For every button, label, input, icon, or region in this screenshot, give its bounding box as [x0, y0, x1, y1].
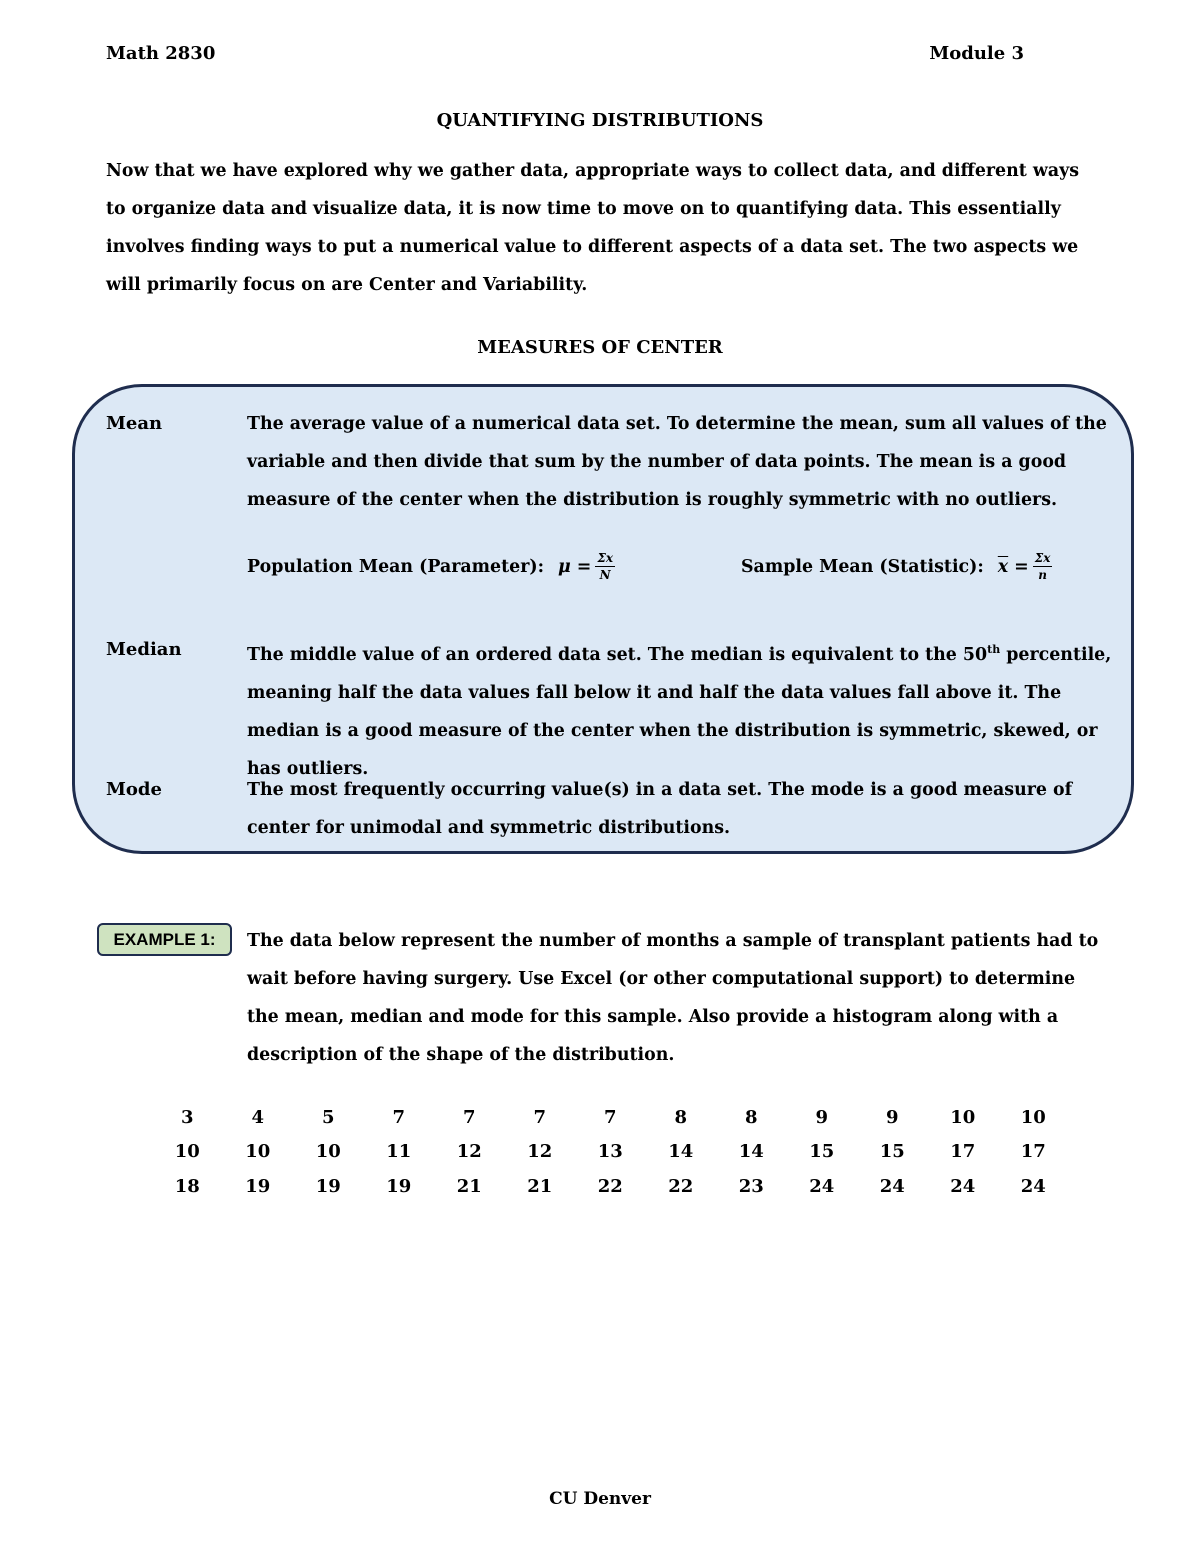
header-module: Module 3	[929, 43, 1024, 64]
table-cell: 24	[950, 1175, 976, 1197]
intro-paragraph: Now that we have explored why we gather data, appropriate ways to collect data, and different ways to organize data and visualize data, it is now time to move on to quantifying data. This essentially involves finding ways to put a numerical value to different aspects of a data set. The two aspects we will primarily focus on are Center and Variability.	[106, 161, 1079, 295]
table-cell: 7	[462, 1106, 476, 1128]
sample-mean-formula	[741, 550, 1052, 583]
data-table	[152, 1100, 1069, 1204]
population-mean-fraction	[595, 550, 615, 583]
table-cell: 24	[1020, 1175, 1046, 1197]
table-cell: 3	[180, 1106, 194, 1128]
table-cell: 8	[674, 1106, 688, 1128]
table-cell: 7	[533, 1106, 547, 1128]
table-row	[152, 1100, 1069, 1135]
population-mean-formula	[247, 550, 615, 583]
table-cell: 19	[386, 1175, 412, 1197]
table-cell: 10	[174, 1141, 200, 1163]
table-cell: 21	[456, 1175, 482, 1197]
fraction-denominator: N	[599, 568, 611, 582]
term-mode: Mode	[106, 779, 162, 800]
table-cell: 10	[315, 1141, 341, 1163]
table-cell: 7	[392, 1106, 406, 1128]
fraction-denominator: n	[1038, 568, 1047, 582]
sample-mean-label: Sample Mean (Statistic):	[741, 556, 984, 577]
table-cell: 17	[1020, 1141, 1046, 1163]
table-cell: 11	[386, 1141, 412, 1163]
table-row	[152, 1169, 1069, 1204]
example-text: The data below represent the number of months a sample of transplant patients had to wait before having surgery. Use Excel (or other computational support) to determine the mean, median and mode for this sample. Also provide a histogram along with a description of the shape of the distribution.	[247, 931, 1099, 1065]
table-cell: 24	[809, 1175, 835, 1197]
page-title: QUANTIFYING DISTRIBUTIONS	[436, 110, 764, 131]
median-def-part2: percentile, meaning half the data values fall below it and half the data values fall above it. The median is a good measure of the center when the distribution is symmetric, skewed, or has outliers.	[247, 644, 1112, 779]
table-cell: 7	[603, 1106, 617, 1128]
table-cell: 24	[879, 1175, 905, 1197]
table-cell: 9	[885, 1106, 899, 1128]
definition-median	[247, 631, 1117, 788]
median-def-part1: The middle value of an ordered data set. The median is equivalent to the 50	[247, 644, 988, 665]
table-cell: 10	[245, 1141, 271, 1163]
sample-mean-fraction	[1033, 550, 1053, 583]
equals-sign: =	[576, 556, 592, 577]
table-cell: 14	[738, 1141, 764, 1163]
table-row	[152, 1135, 1069, 1170]
table-cell: 8	[744, 1106, 758, 1128]
table-cell: 13	[597, 1141, 623, 1163]
table-cell: 19	[315, 1175, 341, 1197]
example-badge: EXAMPLE 1:	[97, 923, 232, 956]
median-def-superscript: th	[987, 643, 1001, 656]
table-cell: 12	[456, 1141, 482, 1163]
table-cell: 15	[879, 1141, 905, 1163]
equals-sign: =	[1014, 556, 1029, 577]
table-cell: 12	[527, 1141, 553, 1163]
table-cell: 17	[950, 1141, 976, 1163]
table-cell: 21	[527, 1175, 553, 1197]
table-cell: 23	[738, 1175, 764, 1197]
table-cell: 10	[1020, 1106, 1046, 1128]
term-median: Median	[106, 639, 182, 660]
table-cell: 14	[668, 1141, 694, 1163]
table-cell: 10	[950, 1106, 976, 1128]
x-bar-symbol: $\overline{x}$	[997, 556, 1009, 577]
definition-mean: The average value of a numerical data set. To determine the mean, sum all values of the variable and then divide that sum by the number of data points. The mean is a good measure of the center when the distribution is roughly symmetric with no outliers.	[247, 414, 1107, 510]
table-cell: 18	[174, 1175, 200, 1197]
term-mean: Mean	[106, 413, 163, 434]
table-cell: 19	[245, 1175, 271, 1197]
table-cell: 15	[809, 1141, 835, 1163]
table-cell: 9	[815, 1106, 829, 1128]
population-mean-label: Population Mean (Parameter):	[247, 556, 545, 577]
mu-symbol: μ	[558, 556, 571, 577]
table-cell: 22	[597, 1175, 623, 1197]
fraction-numerator: Σx	[597, 551, 613, 565]
table-cell: 4	[251, 1106, 265, 1128]
table-cell: 22	[668, 1175, 694, 1197]
fraction-numerator: Σx	[1034, 551, 1051, 565]
table-cell: 5	[321, 1106, 335, 1128]
definition-mode: The most frequently occurring value(s) in a data set. The mode is a good measure of center for unimodal and symmetric distributions.	[247, 780, 1073, 838]
section-title: MEASURES OF CENTER	[477, 337, 723, 358]
footer-institution: CU Denver	[549, 1489, 651, 1509]
header-course: Math 2830	[106, 43, 216, 64]
